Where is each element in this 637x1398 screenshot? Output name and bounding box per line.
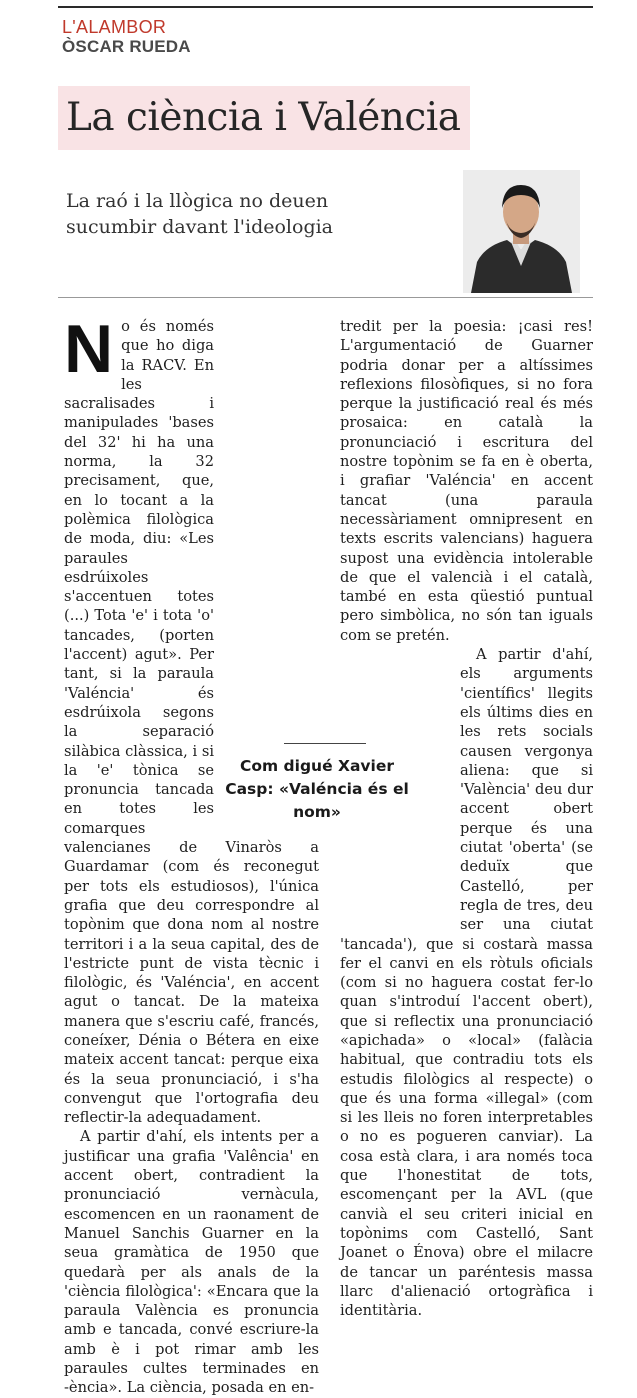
author-photo: [463, 170, 580, 293]
paragraph: A partir d'ahí, els intents per a justificar una grafia 'Valência' en accent obert, contradient la pronunciació vernàcula, escomencen en un raonament de Manuel Sanchis Guarner en la seua gramàtica de 1950 que quedarà per als anals de la 'ciència filològica': «Encara que la paraula València es pronuncia amb e tancada, convé escriure-la amb è i pot rimar amb les paraules cultes terminades en -ència». La ciència, posada en en-: [64, 1128, 319, 1397]
pullquote-rule: [284, 743, 366, 744]
paragraph-text: A partir d'ahí, els arguments 'científics' llegits els últims dies en les rets socials causen vergonya aliena: que si 'València' deu dur accent obert perque és una ciutat 'oberta' (se deduïx que Castelló, per regla de tres, deu ser una ciutat 'tancada'), que si costarà massa fer el canvi en els ròtuls oficials (com si no haguera costat fer-lo quan s'introduí l'accent obert), que si reflectix una pronunciació «apichada» o «local» (falàcia habitual, que contradiu tots els estudis filològics al respecte) o que és una forma «illegal» (com si les lleis no foren interpretables o no es pogueren canviar). La cosa està clara, i ara només toca que l'honestitat de tots, escomençant per la AVL (que canvià el seu criteri inicial en topònims com Castelló, Sant Joanet o Énova) obre el milacre de tancar un paréntesis massa llarc d'alienació ortogràfica i identitària.: [340, 646, 593, 1320]
top-rule: [58, 6, 593, 8]
author-portrait-icon: [463, 170, 580, 293]
article-column-left: [64, 311, 319, 1398]
paragraph-text: o és només que ho diga la RACV. En les sacralisades i manipulades 'bases del 32' hi ha una norma, la 32 precisament, que, en lo tocant a la polèmica filològica de moda, diu: «Les paraules esdrúixoles s'accentuen totes (...) Tota 'e' i tota 'o' tancades, (porten l'accent) agut». Per tant, si la paraula 'Valéncia' és esdrúixola segons la separació silàbica clàssica, i si la 'e' tònica se pronuncia tancada en totes les comarques valencianes de Vinaròs a Guardamar (com és reconegut per tots els estudiosos), l'única grafia que deu correspondre al topònim que dona nom al nostre territori i a la seua capital, des de l'estricte punt de vista tècnic i filològic, és 'Valéncia', en accent agut o tancat. De la mateixa manera que s'escriu café, francés, coneíxer, Dénia o Bétera en eixe mateix accent tancat: perque eixa és la seua pronunciació, i s'ha convengut que l'ortografia deu reflectir-la adequadament.: [64, 318, 319, 1127]
headline: La ciència i Valéncia: [66, 95, 461, 140]
paragraph: [340, 645, 593, 1320]
author-name: ÒSCAR RUEDA: [62, 37, 191, 56]
pullquote: Com digué Xavier Casp: «Valéncia és el nom»: [225, 757, 409, 821]
subtitle: La raó i la llògica no deuen sucumbir davant l'ideologia: [66, 190, 334, 238]
section-divider: [58, 297, 593, 298]
section-label: L'ALAMBOR: [62, 17, 167, 37]
drop-cap: N: [64, 311, 114, 387]
paragraph: [64, 311, 319, 1127]
paragraph: tredit per la poesia: ¡casi res! L'argumentació de Guarner podria donar per a altíssimes reflexions filosòfiques, si no fora perque la justificació real és més prosaica: en català la pronunciació i escritura del nostre topònim se fa en è oberta, i grafiar 'Valéncia' en accent tancat (una paraula necessàriament omnipresent en texts escrits valencians) haguera supost una evidència intolerable de que el valencià i el català, també en esta qüestió puntual pero simbòlica, no són tan iguals com se pretén.: [340, 318, 593, 644]
